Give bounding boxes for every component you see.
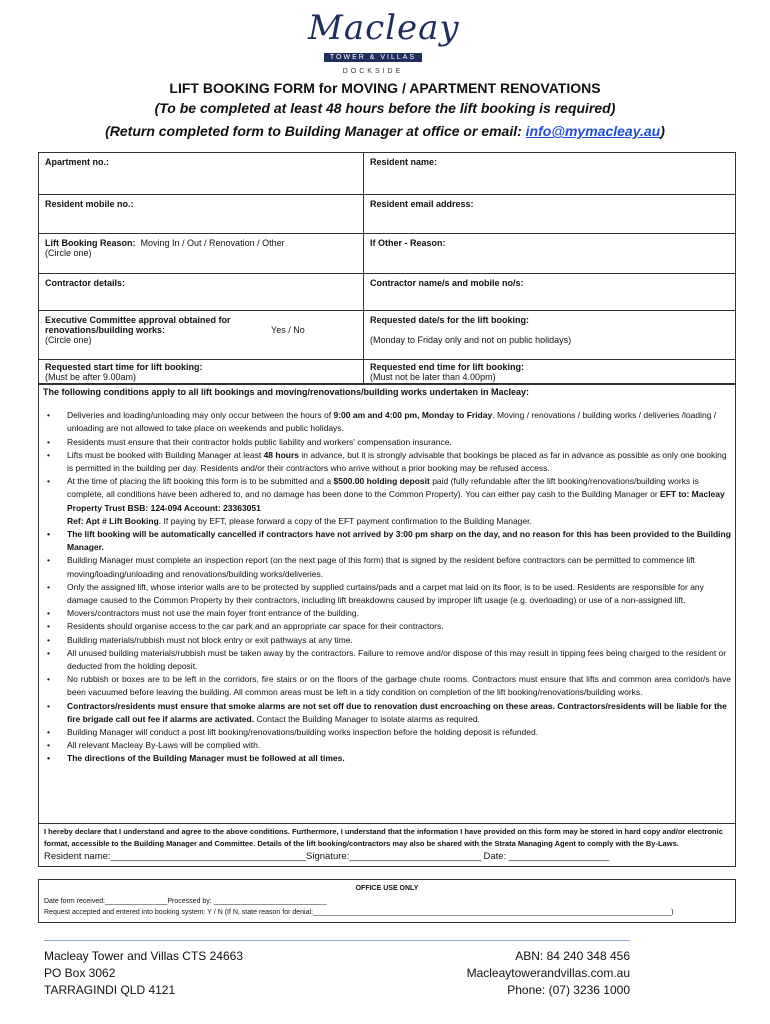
start-time-note: (Must be after 9.00am) <box>45 372 137 382</box>
logo-band: TOWER & VILLAS <box>324 53 422 62</box>
condition-bold: Contractors/residents must ensure that smoke alarms are not set off due to renovation dust encroaching on these areas. Contractors/residents will be liable for the fire brigade call out fee if alarms are activated. <box>67 700 727 724</box>
office-use-title: OFFICE USE ONLY <box>355 885 419 892</box>
eft-reference: Ref: Apt # Lift Booking <box>67 515 159 526</box>
return-instructions <box>0 123 770 139</box>
reason-label: Lift Booking Reason: <box>45 238 136 248</box>
accepted-label: Request accepted and entered into booking system: Y / N (If N, state reason for denial: <box>44 909 314 916</box>
end-time-field[interactable] <box>364 360 736 384</box>
condition-bold: 48 hours <box>263 449 299 460</box>
condition-item: • All relevant Macleay By-Laws will be complied with. <box>43 739 731 752</box>
start-time-label: Requested start time for lift booking: <box>45 362 203 372</box>
condition-item: • All unused building materials/rubbish must be taken away by the contractors. Failure to remove and/or dispose of this may result in tipping fees being charged to the resident or deducted from the holding deposit. <box>43 647 731 673</box>
footer-abn: ABN: 84 240 348 456 <box>515 949 630 963</box>
condition-item: • Residents must ensure that their contractor holds public liability and workers' compensation insurance. <box>43 436 731 449</box>
return-text: (Return completed form to Building Manager at office or email: <box>105 123 526 139</box>
requested-dates-label: Requested date/s for the lift booking: <box>370 315 530 325</box>
exec-approval-field[interactable] <box>39 311 364 360</box>
condition-text: Lifts must be booked with Building Manager at least <box>67 449 264 460</box>
resident-name-field[interactable]: Resident name: <box>364 153 736 195</box>
eft-details: EFT to: Macleay Property Trust BSB: 124-094 Account: 23363051 <box>67 489 725 513</box>
condition-item <box>43 449 731 475</box>
office-use-section <box>38 879 736 923</box>
condition-item: • Residents should organise access to the car park and an appropriate car space for their contractors. <box>43 620 731 633</box>
date-received-label: Date form received: <box>44 898 106 905</box>
condition-text: . If paying by EFT, please forward a copy of the EFT payment confirmation to the Building Manager. <box>158 515 532 526</box>
footer-phone: Phone: (07) 3236 1000 <box>507 983 630 997</box>
footer-address <box>44 948 243 999</box>
reason-field[interactable] <box>39 234 364 274</box>
logo-script: Macleay <box>308 8 460 48</box>
logo-sub: DOCKSIDE <box>342 68 404 75</box>
email-field[interactable]: Resident email address: <box>364 195 736 234</box>
office-accepted-line <box>44 907 730 918</box>
end-time-label: Requested end time for lift booking: <box>370 362 525 372</box>
end-time-note: (Must not be later than 4.00pm) <box>370 372 496 382</box>
processed-by-blank[interactable]: _____________________________ <box>213 898 327 905</box>
date-received-blank[interactable]: ________________ <box>105 898 168 905</box>
condition-bold: 9:00 am and 4:00 pm, Monday to Friday <box>333 410 493 421</box>
condition-item: • Movers/contractors must not use the main foyer front entrance of the building. <box>43 607 731 620</box>
condition-item: • The lift booking will be automatically cancelled if contractors have not arrived by 3:00 pm sharp on the day, and no reason for this has been provided to the Building Manager. <box>43 528 731 554</box>
resident-name-blank[interactable]: _____________________________________ <box>110 851 307 862</box>
conditions-list <box>43 409 731 765</box>
date-blank[interactable]: ___________________ <box>508 851 610 862</box>
start-time-field[interactable] <box>39 360 364 384</box>
signature-label: Signature: <box>306 851 350 862</box>
condition-item: • No rubbish or boxes are to be left in the corridors, fire stairs or on the floors of the garbage chute rooms. Contractors must ensure that lifts and common area corridor/s have been vacuumed before leaving the building. All common areas must be left in a tidy condition on completion of the lift booking/renovations/building works. <box>43 673 731 699</box>
requested-dates-note: (Monday to Friday only and not on public holidays) <box>370 335 572 345</box>
accepted-blank[interactable]: ____________________________________________________________________________________________) <box>313 909 674 916</box>
exec-circle-one: (Circle one) <box>45 335 92 345</box>
contractor-details-field[interactable]: Contractor details: <box>39 274 364 311</box>
return-suffix: ) <box>660 123 665 139</box>
condition-item <box>43 700 731 726</box>
footer-divider <box>44 940 630 941</box>
footer-suburb: TARRAGINDI QLD 4121 <box>44 983 176 997</box>
condition-item: • The directions of the Building Manager must be followed at all times. <box>43 752 731 765</box>
signature-line <box>44 851 730 863</box>
conditions-section <box>38 384 736 824</box>
footer-po-box: PO Box 3062 <box>44 966 116 980</box>
condition-item: • Building Manager must complete an inspection report (on the next page of this form) that is signed by the resident before contractors can be permitted to commence lift moving/loading/unloading and renovations/building works/deliveries. <box>43 554 731 580</box>
conditions-title: The following conditions apply to all lift bookings and moving/renovations/building works undertaken in Macleay: <box>43 387 530 397</box>
date-label: Date: <box>483 851 507 862</box>
condition-text: At the time of placing the lift booking this form is to be submitted and a <box>67 476 334 487</box>
other-reason-field[interactable]: If Other - Reason: <box>364 234 736 274</box>
footer-contact <box>467 948 630 999</box>
contractor-names-field[interactable]: Contractor name/s and mobile no/s: <box>364 274 736 311</box>
condition-item: • Only the assigned lift, whose interior walls are to be protected by supplied curtains/pads and a carpet mat laid on its floor, is to be used. Residents are responsible for any damage caused to the Common Property by their contractors, including lift breakdowns caused by improper lift usage (e.g. overloading) or use of a non-assigned lift. <box>43 581 731 607</box>
yes-no-choice: Yes / No <box>271 325 305 335</box>
apartment-field[interactable]: Apartment no.: <box>39 153 364 195</box>
declaration-text: I hereby declare that I understand and agree to the above conditions. Furthermore, I understand that the information I have provided on this form may be stored in hard copy and/or electronic format, accessible to the Building Manager and Committee. Details of the lift booking/contractors may also be shared with the Strata Managing Agent to comply with the By-Laws. <box>44 827 723 848</box>
declaration-section <box>38 824 736 867</box>
reason-options: Moving In / Out / Renovation / Other <box>140 238 285 248</box>
circle-one-note: (Circle one) <box>45 248 92 258</box>
email-link[interactable]: info@mymacleay.au <box>525 123 661 139</box>
exec-approval-label-2: renovations/building works: <box>45 325 166 335</box>
requested-dates-field[interactable] <box>364 311 736 360</box>
mobile-field[interactable]: Resident mobile no.: <box>39 195 364 234</box>
condition-item <box>43 409 731 435</box>
condition-text: Contact the Building Manager to isolate alarms as required. <box>254 713 480 724</box>
form-title: LIFT BOOKING FORM for MOVING / APARTMENT RENOVATIONS <box>169 80 601 96</box>
condition-item: • Building Manager will conduct a post lift booking/renovations/building works inspection before the holding deposit is refunded. <box>43 726 731 739</box>
macleay-logo <box>308 8 460 75</box>
condition-text: paid (fully refundable after the lift booking/renovations/building works is complete, all conditions have been adhered to, and no damage has been done to the Common Property). You can either pay cash to the Building Manager or <box>67 476 699 500</box>
condition-text: Deliveries and loading/unloading may only occur between the hours of <box>67 410 334 421</box>
booking-details-table <box>38 152 736 384</box>
form-subtitle: (To be completed at least 48 hours before the lift booking is required) <box>154 100 616 116</box>
footer-website[interactable]: Macleaytowerandvillas.com.au <box>466 966 630 980</box>
processed-by-label: Processed by: <box>167 898 212 905</box>
condition-text: . Moving / renovations / building works / deliveries /loading / unloading are not allowed to take place on weekends and public holidays. <box>67 410 717 434</box>
condition-bold: $500.00 holding deposit <box>333 476 430 487</box>
resident-name-label: Resident name: <box>44 851 111 862</box>
condition-text: in advance, but it is strongly advisable that bookings be placed as far in advance as possible as only one booking is permitted in the building per day. Residents and/or their contractors who arrive without a prior booking may be refused access. <box>67 449 727 474</box>
office-received-line <box>44 896 730 907</box>
footer-company: Macleay Tower and Villas CTS 24663 <box>44 949 243 963</box>
condition-item: • Building materials/rubbish must not block entry or exit pathways at any time. <box>43 634 731 647</box>
exec-approval-label: Executive Committee approval obtained for <box>45 315 231 325</box>
signature-blank[interactable]: _________________________ <box>349 851 482 862</box>
condition-item <box>43 475 731 528</box>
